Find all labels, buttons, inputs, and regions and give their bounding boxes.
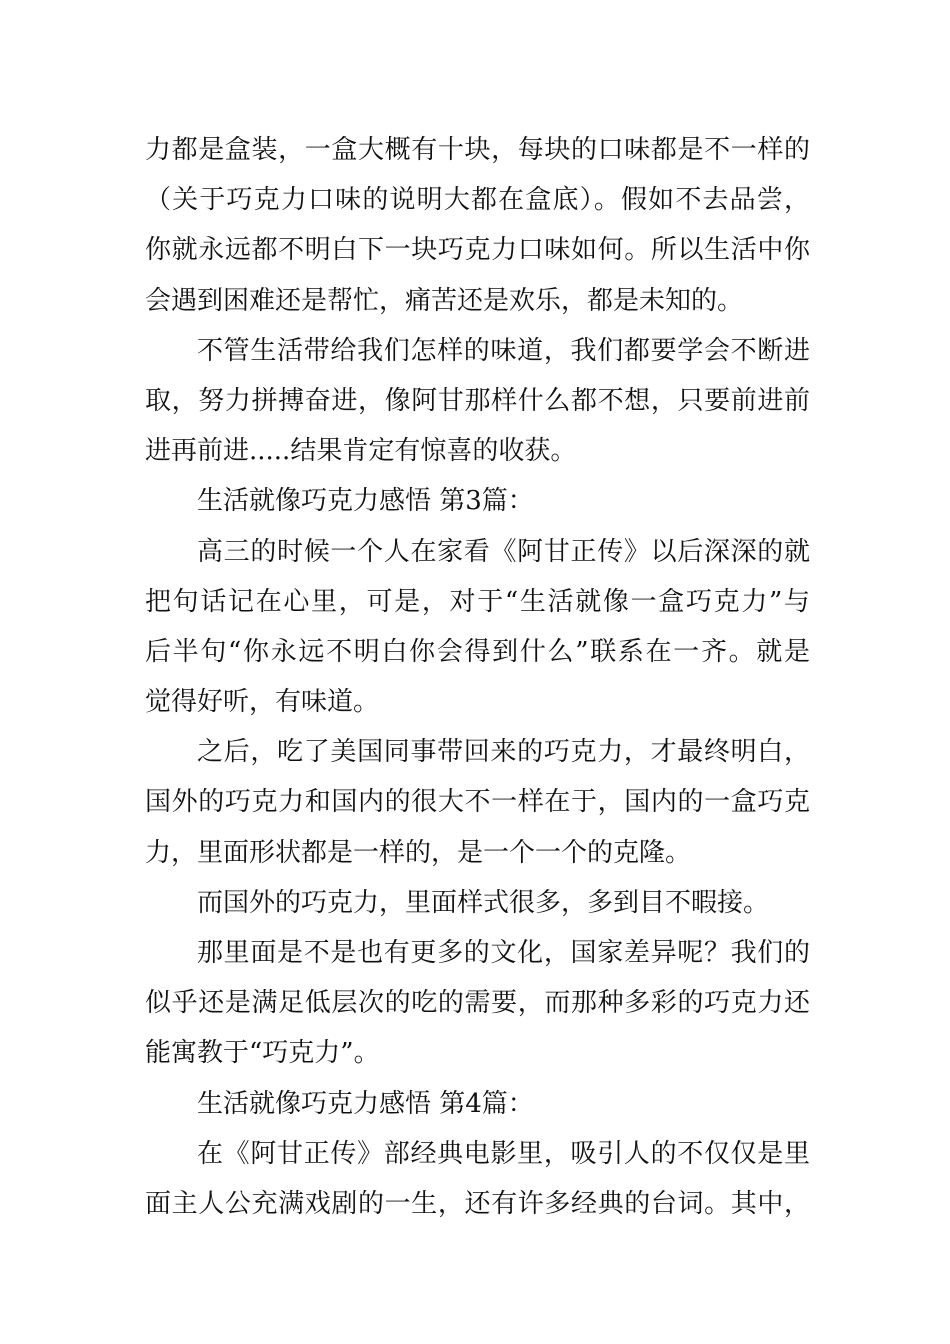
text-line: 似乎还是满足低层次的吃的需要，而那种多彩的巧克力还 <box>145 988 810 1019</box>
text-line: 力，里面形状都是一样的，是一个一个的克隆。 <box>145 837 692 868</box>
text-line: 后半句“你永远不明白你会得到什么”联系在一齐。就是 <box>145 636 810 667</box>
section-heading: 生活就像巧克力感悟 第4篇： <box>197 1088 534 1119</box>
text-line: 高三的时候一个人在家看《阿甘正传》以后深深的就 <box>197 536 810 567</box>
section-heading: 生活就像巧克力感悟 第3篇： <box>197 486 534 517</box>
text-line: （关于巧克力口味的说明大都在盒底）。假如不去品尝， <box>145 185 810 216</box>
document-body <box>145 125 810 1229</box>
text-line: 那里面是不是也有更多的文化，国家差异呢？我们的 <box>197 938 810 968</box>
text-line: 会遇到困难还是帮忙，痛苦还是欢乐，都是未知的。 <box>145 285 744 316</box>
text-line: 之后，吃了美国同事带回来的巧克力，才最终明白， <box>197 737 810 768</box>
text-line: 你就永远都不明白下一块巧克力口味如何。所以生活中你 <box>145 235 810 266</box>
text-line: 不管生活带给我们怎样的味道，我们都要学会不断进 <box>197 335 810 366</box>
text-line: 国外的巧克力和国内的很大不一样在于，国内的一盒巧克 <box>145 787 810 818</box>
text-line: 面主人公充满戏剧的一生，还有许多经典的台词。其中， <box>145 1188 810 1219</box>
text-line: 觉得好听，有味道。 <box>145 687 380 718</box>
text-line: 力都是盒装，一盒大概有十块，每块的口味都是不一样的 <box>145 135 810 165</box>
text-line: 能寓教于“巧克力”。 <box>145 1038 380 1069</box>
text-line: 而国外的巧克力，里面样式很多，多到目不暇接。 <box>197 887 770 918</box>
text-line: 在《阿甘正传》部经典电影里，吸引人的不仅仅是里 <box>197 1138 810 1169</box>
text-line: 取，努力拼搏奋进，像阿甘那样什么都不想，只要前进前 <box>145 385 810 416</box>
text-line: 进再前进.....结果肯定有惊喜的收获。 <box>145 436 577 467</box>
text-line: 把句话记在心里，可是，对于“生活就像一盒巧克力”与 <box>145 586 810 617</box>
